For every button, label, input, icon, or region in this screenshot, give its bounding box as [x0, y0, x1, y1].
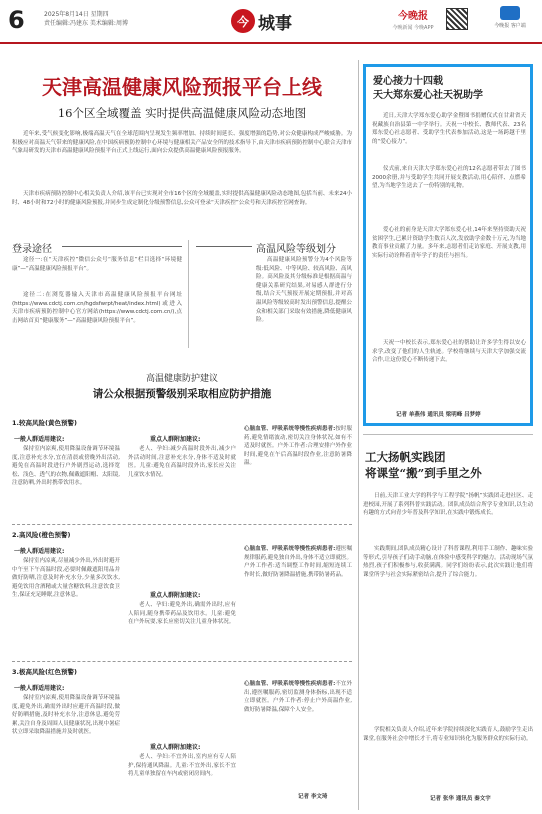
level-2-general-label: 一般人群适用建议:	[14, 548, 65, 555]
level-1-heart-label: 心脑血管、呼吸系统等慢性疾病患者:	[244, 426, 336, 432]
advice-level-3-title: 3.极高风险(红色预警)	[12, 668, 77, 676]
level-divider-1	[12, 524, 352, 525]
side-story-1-paragraph-3: 爱心社的前身是天津大学郑东爱心社,14年来坚持资助天祝贫困学生,已累计资助学生数百人次,发放助学金数十万元,为当地教育事业贡献了力量。多年来,志愿者们走访家庭、开展支教,用实际行动诠释着青年学子的责任与担当。	[372, 227, 526, 259]
side-divider	[363, 434, 533, 435]
login-title-rule	[62, 246, 182, 247]
level-3-heart-label: 心脑血管、呼吸系统等慢性疾病患者:	[244, 681, 336, 687]
side-story-1-paragraph-2: 仪式前,来自天津大学郑东爱心社的12名志愿者带去了图书2000余册,并与受助学生共同开展支教活动,用心陪伴、点燃希望,为当地学生送去了一份特别的礼物。	[372, 166, 526, 190]
brand-sub: 今晚新闻 今晚APP	[392, 25, 434, 31]
section-label	[231, 8, 292, 34]
side-story-2-title-2: 将课堂“搬”到手里之外	[365, 466, 482, 480]
side-story-2-paragraph-2: 实践期间,团队成员精心设计了科普课程,利用手工制作、趣味实验等形式,引导孩子们动手动脑,在体验中感受科学的魅力。活动现场气氛热烈,孩子们积极参与,收获满满。同学们纷纷表示,此次实践让他们将课堂所学与社会实际紧密结合,提升了综合能力。	[363, 546, 533, 578]
level-2-heart-label: 心脑血管、呼吸系统等慢性疾病患者:	[244, 546, 336, 552]
side-story-1-author: 记者 单燕伟 通讯员 梁明峰 吕梦婷	[396, 412, 481, 418]
level-3-general-label: 一般人群适用建议:	[14, 685, 65, 692]
section-logo-icon: 今	[231, 9, 255, 33]
brand-name: 今晚报	[398, 11, 428, 22]
date-line: 2025年8月14日 星期四	[44, 11, 109, 18]
editor-line: 责任编辑:冯建东 美术编辑:周博	[44, 20, 128, 27]
level-2-heart-block	[244, 545, 352, 657]
level-2-key-label: 重点人群附加建议:	[150, 592, 201, 599]
main-headline: 天津高温健康风险预报平台上线	[42, 75, 322, 99]
main-side-divider	[358, 60, 359, 810]
level-2-key-text: 老人、孕妇:避免外出,确需外出时,应有人陪同,随身携带药品及饮用水。儿童:避免在户外玩耍,家长应密切关注儿童身体状况。	[128, 602, 236, 626]
side-story-1-paragraph-1: 近日,天津大学郑东爱心助学金暨图书捐赠仪式在甘肃省天祝藏族自治县第一中学举行。天祝一中校长、教师代表、23名郑东爱心社志愿者、受助学生代表参加活动,这是一场跨越千里的“爱心接力”。	[372, 113, 526, 145]
level-3-key-label: 重点人群附加建议:	[150, 744, 201, 751]
level-1-general-text: 保持室内凉爽,使用降温设备调节环境温度,注意补充水分,宜在清晨或傍晚外出活动,避免在高温时段进行户外剧烈运动,选择宽松、浅色、透气的衣物,佩戴遮阳帽、太阳镜,注意防晒,外出时携带饮用水。	[12, 446, 120, 487]
brand	[385, 7, 441, 31]
levels-title-rule	[196, 246, 252, 247]
intro-paragraph-1: 近年来,受气候变化影响,极端高温天气在全球范围内呈现发生频率增加、持续时间延长、强度增强的趋势,对公众健康构成严峻威胁。为积极应对高温天气带来的健康风险,在中国疾病预防控制中心环境与健康相关产品安全所的技术指导下,由天津市疾病预防控制中心联合天津市气象局研发的天津市高温健康风险预报平台正式上线运行,面向公众提供高温健康风险预报服务。	[12, 131, 352, 155]
level-1-heart-block	[244, 425, 352, 521]
login-title: 登录途径	[12, 244, 52, 255]
side-story-2-paragraph-3: 学院相关负责人介绍,近年来学院持续深化实践育人,鼓励学生走出课堂,在服务社会中增长才干,将专业知识转化为服务群众的实际行动。	[363, 727, 533, 742]
level-3-general-text: 保持室内凉爽,使用降温设备调节环境温度,避免外出,确需外出时应避开高温时段,做好防晒措施,及时补充水分,注意休息,避免劳累,关注自身及周围人员健康状况,出现中暑症状立即采取降温措施并及时就医。	[12, 695, 120, 736]
main-story-author: 记者 李文琦	[298, 794, 328, 800]
app-badge	[486, 6, 534, 29]
side-story-1-title-1: 爱心接力十四载	[373, 76, 443, 87]
levels-title: 高温风险等级划分	[256, 244, 336, 255]
advice-level-1-title: 1.较高风险(黄色预警)	[12, 419, 77, 427]
level-1-heart-text: 按时服药,避免情绪波动,密切关注身体状况,如有不适及时就医。户外工作者:合理安排户外作业时间,避免在午后高温时段作业,注意防暑降温。	[244, 426, 352, 467]
level-1-general-label: 一般人群适用建议:	[14, 436, 65, 443]
side-story-2-title-1: 工大扬帆实践团	[365, 450, 446, 464]
page-header	[0, 0, 542, 44]
date-info	[44, 10, 164, 28]
level-1-key-label: 重点人群附加建议:	[150, 436, 201, 443]
level-divider-2	[12, 661, 352, 662]
level-2-heart-text: 遵医嘱规律服药,避免独自外出,身体不适立即就医。户外工作者:适当调整工作时间,缩短连续工作时长,做好防暑降温措施,携带防暑药品。	[244, 546, 352, 578]
main-subheadline: 16个区全域覆盖 实时提供高温健康风险动态地图	[57, 106, 307, 120]
level-3-key-text: 老人、孕妇:不宜外出,室内应有专人陪护,保持通风降温。儿童:不宜外出,家长不宜将儿童单独留在车内或密闭房间内。	[128, 754, 236, 778]
login-paragraph-1: 途径一:在“天津疾控”微信公众号“服务信息”栏目选择“环境健康”—“高温健康风险预报平台”。	[12, 257, 182, 272]
app-icon	[500, 6, 520, 20]
side-story-1-title-2: 天大郑东爱心社天祝助学	[373, 90, 483, 101]
login-paragraph-2: 途径二:在浏览器输入天津市高温健康风险预报平台网址(https://www.cdctj.com.cn/hgdsfwrpt/heat/index.html)或进入天津市疾病预防控制中心官方网站(https://www.cdctj.com.cn/),点击网站首页“健康服务”—“高温健康风险预报平台”。	[12, 292, 182, 324]
qr-code-icon	[446, 8, 468, 30]
section-name: 城事	[258, 13, 292, 34]
side-story-2-paragraph-1: 日前,天津工业大学的科学与工程学院“扬帆”实践团走进社区、走进校园,开展了系列科普实践活动。团队成员结合所学专业知识,以生动有趣的方式向青少年普及科学知识,在实践中锻炼成长。	[363, 493, 533, 517]
page-number: 6	[8, 6, 25, 34]
level-3-heart-text: 不宜外出,遵医嘱服药,密切监测身体指标,出现不适立即就医。户外工作者:停止户外高温作业,做好防暑降温,保障个人安全。	[244, 681, 352, 713]
app-label: 今晚报 客户端	[494, 23, 526, 29]
advice-subtitle: 请公众根据预警级别采取相应防护措施	[92, 388, 272, 400]
advice-title: 高温健康防护建议	[145, 374, 218, 384]
side-story-2-author: 记者 张华 通讯员 秦文宇	[430, 796, 491, 802]
advice-level-2-title: 2.高风险(橙色预警)	[12, 531, 71, 539]
level-2-general-text: 保持室内凉爽,尽量减少外出,外出时避开中午至下午高温时段,必要时佩戴遮阳用品并做好防晒,注意及时补充水分,少量多次饮水,避免饮用含酒精或大量含糖饮料,注意饮食卫生,保证充足睡眠,注意休息。	[12, 558, 120, 599]
column-divider	[188, 240, 189, 348]
levels-paragraph: 高温健康风险预警分为4个风险等级:低风险、中等风险、较高风险、高风险。高风险及其分级标准是根据高温与健康关系研究结果,对易感人群进行分级,结合天气预报开展定期预报,并对高温风险等级较高时发出预警信息,提醒公众和相关部门采取有效措施,降低健康风险。	[256, 257, 352, 324]
side-story-1-paragraph-4: 天祝一中校长表示,郑东爱心社的帮助让许多学生得以安心求学,改变了他们的人生轨迹。学校将继续与天津大学加强交流合作,让这份爱心不断传递下去。	[372, 340, 526, 364]
level-1-key-text: 老人、孕妇:减少高温时段外出,减少户外活动时间,注意补充水分,身体不适及时就医。儿童:避免在高温时段外出,家长应关注儿童饮水情况。	[128, 446, 236, 478]
level-3-heart-block	[244, 680, 352, 784]
intro-paragraph-2: 天津市疾病预防控制中心相关负责人介绍,该平台已实现对全市16个区的全域覆盖,实时提供高温健康风险动态地图,包括当前、未来24小时、48小时和72小时的健康风险预报,并同步生成定制化分级预警信息,公众可登录“天津疾控”公众号和天津疾控官网查询。	[12, 191, 352, 206]
